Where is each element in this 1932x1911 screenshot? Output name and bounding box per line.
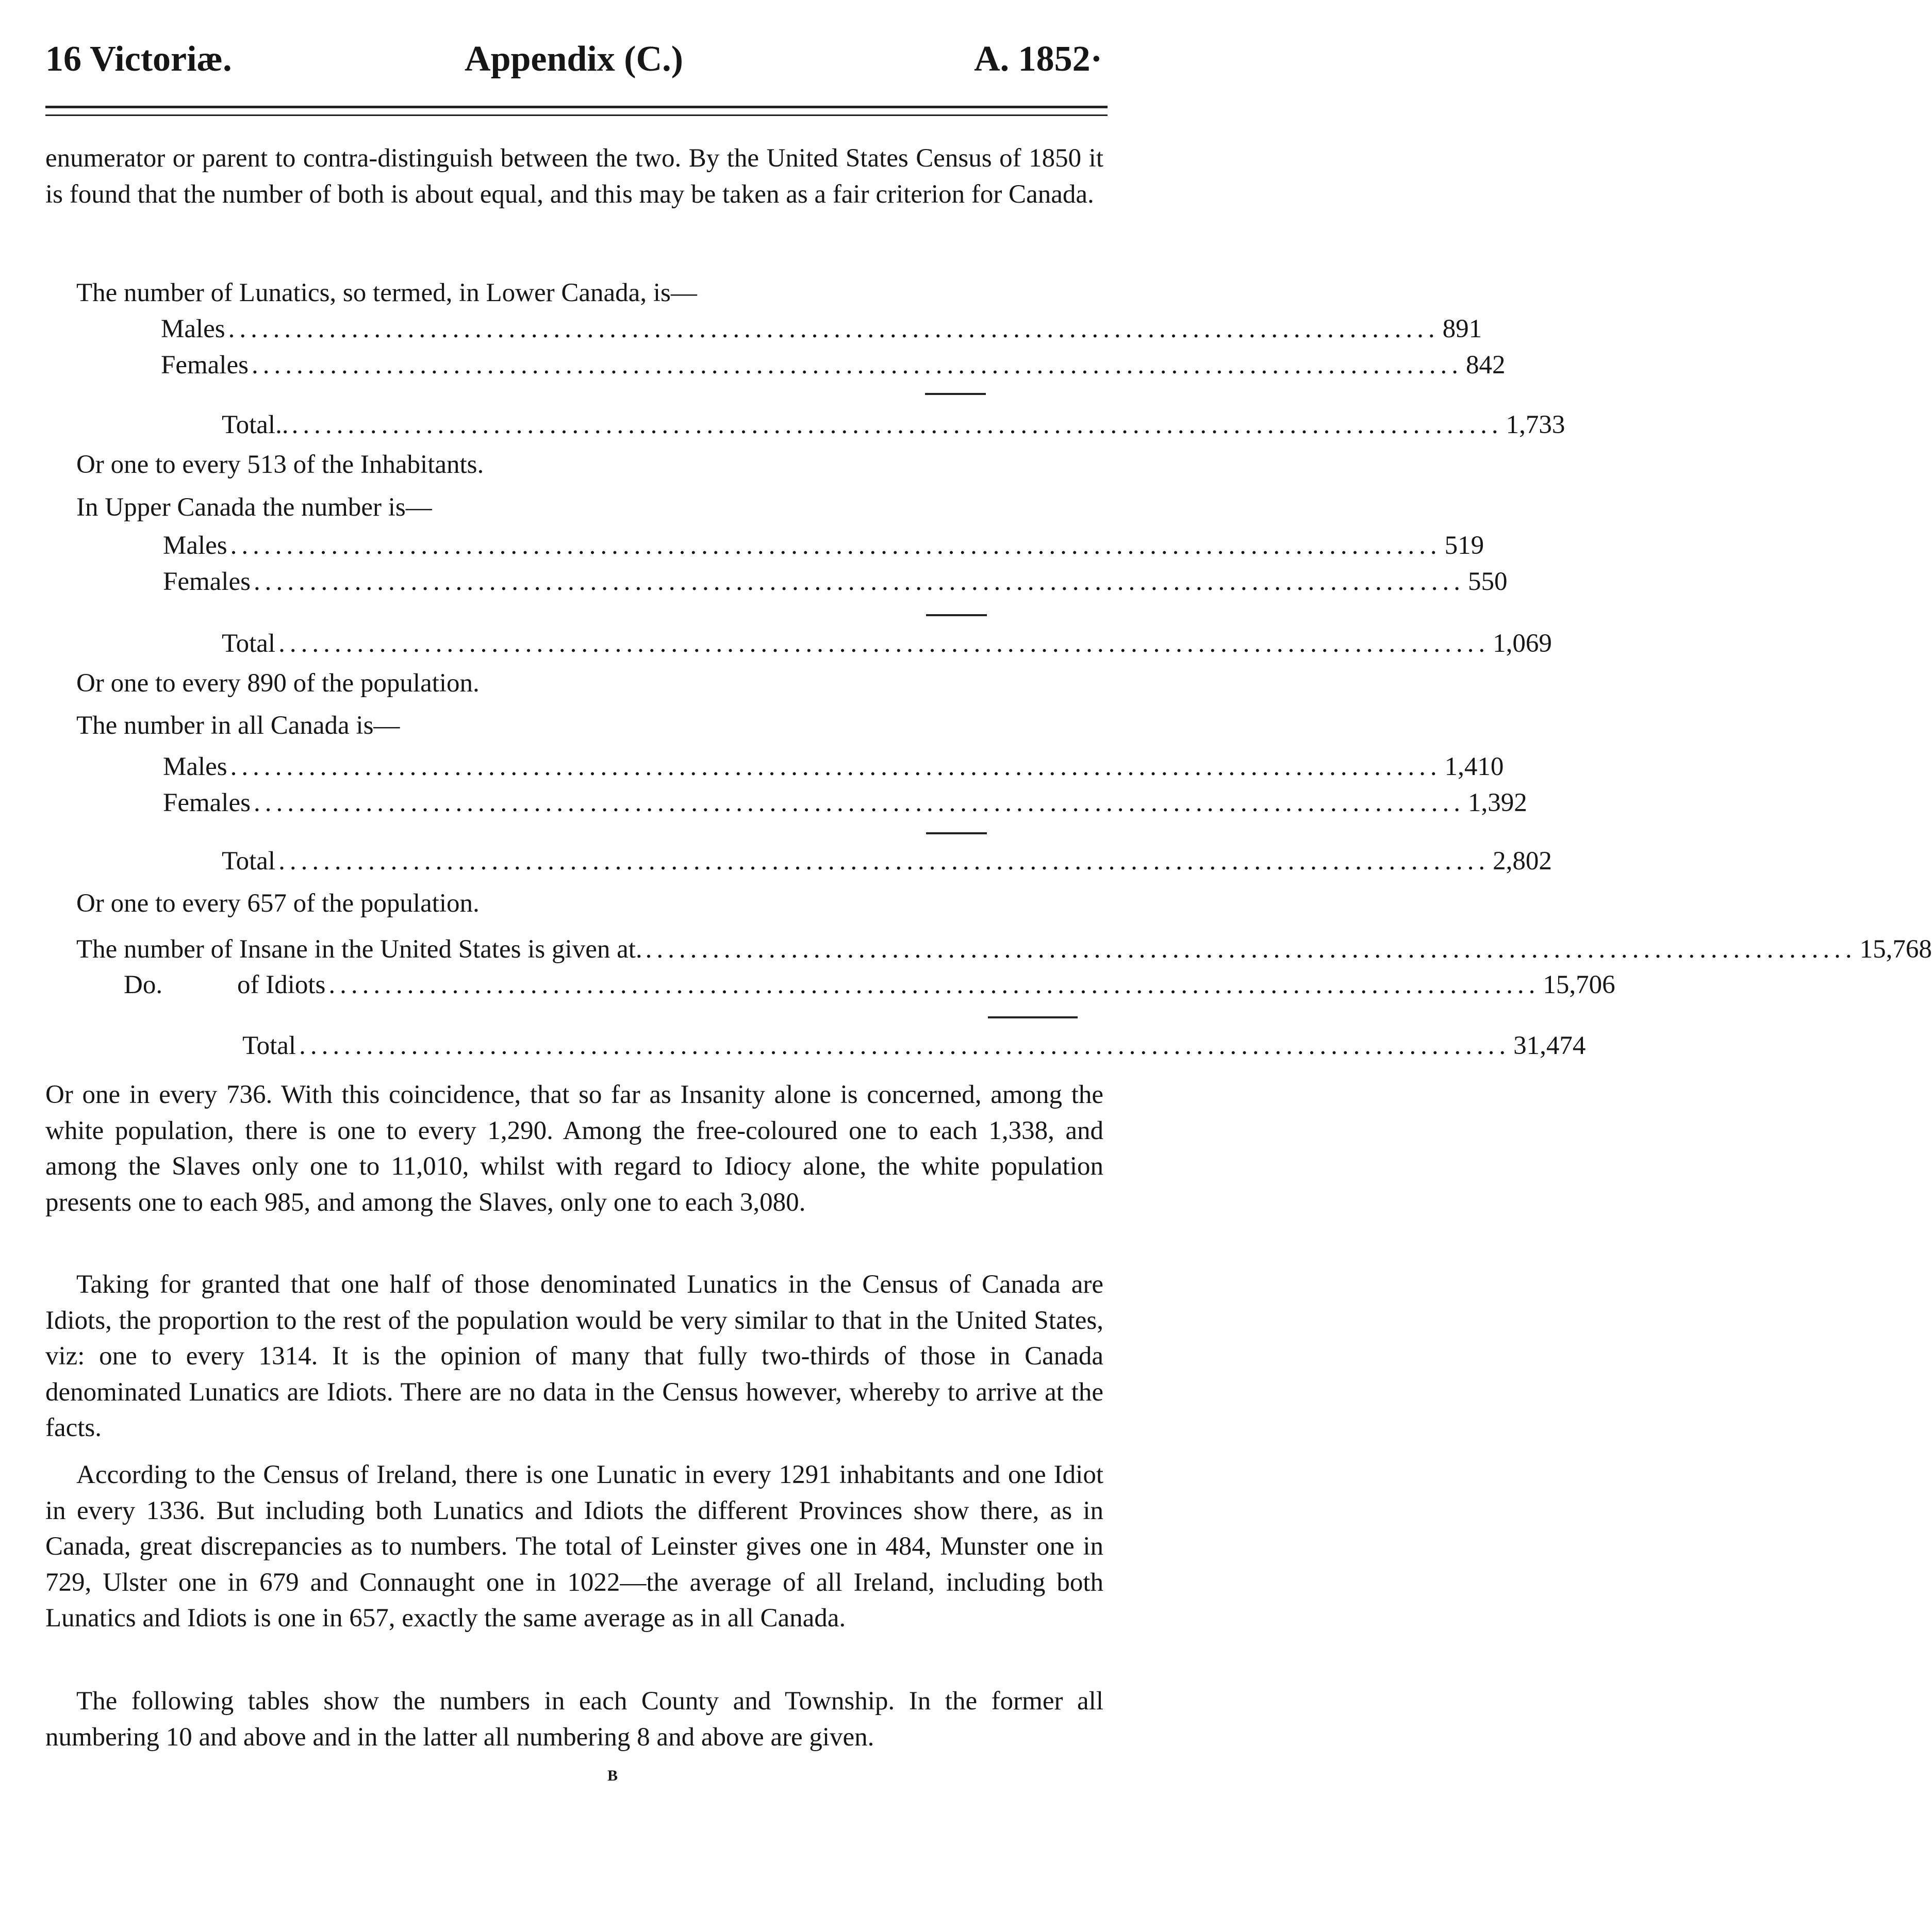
row-label: of Idiots [237,970,326,999]
paragraph-following-tables: The following tables show the numbers in each County and Township. In the former all numbering 10 and above and in the latter all numbering 8 and above are given. [45,1687,1103,1752]
dot-leader: ............................................................................................................ [251,351,1463,380]
us-idiots-row [237,967,1615,1003]
paragraph-ireland-census: According to the Census of Ireland, there is one Lunatic in every 1291 inhabitants and one Idiot in every 1336. But including both Lunatics and Idiots the different Provinces show there, as in Canada, great discrepancies as to numbers. The total of Leinster gives one in 484, Munster one in 729, Ulster one in 679 and Connaught one in 1022—the average of all Ireland, including both Lunatics and Idiots is one in 657, exactly the same average as in all Canada. [45,1460,1103,1633]
dot-leader: ............................................................................................................ [278,629,1490,658]
all-canada-heading: The number in all Canada is— [76,711,400,740]
dot-leader: ............................................................................................................ [253,567,1465,596]
all-canada-males-row [163,749,1504,785]
dot-leader: ............................................................................................................ [328,970,1540,999]
lower-canada-ratio: Or one to every 513 of the Inhabitants. [76,450,484,479]
intro-paragraph: enumerator or parent to contra-distinguish between the two. By the United States Census of 1850 it is found that the number of both is about equal, and this may be taken as a fair criterion for Canada. [45,144,1103,209]
row-value: 1,410 [1444,752,1504,781]
dot-leader: ............................................................................................................ [228,315,1440,343]
dot-leader: ............................................................................................................ [299,1031,1511,1060]
running-header [45,36,1102,83]
row-value: 842 [1465,351,1506,380]
dot-leader: ............................................................................................................ [253,788,1465,817]
row-label: Males [161,315,225,343]
us-ditto: Do. [124,970,163,999]
dot-leader: ............................................................................................................ [645,935,1857,964]
lower-canada-heading: The number of Lunatics, so termed, in Lower Canada, is— [76,278,697,307]
us-insane-row [76,931,1932,967]
lower-canada-females-row [161,347,1506,383]
row-value: 519 [1444,531,1484,560]
all-canada-ratio: Or one to every 657 of the population. [76,889,480,918]
sum-rule [926,832,987,834]
row-value: 1,069 [1493,629,1552,658]
row-value: 15,706 [1543,970,1615,999]
row-value: 1,392 [1467,788,1527,817]
dot-leader: ............................................................................................................ [291,410,1503,439]
upper-canada-females-row [163,564,1508,600]
row-value: 15,768 [1859,935,1932,964]
sum-rule [926,614,987,616]
lower-canada-males-row [161,311,1482,347]
upper-canada-ratio: Or one to every 890 of the population. [76,669,480,698]
row-label: Total [222,847,276,876]
dot-leader: ............................................................................................................ [278,847,1490,876]
all-canada-females-row [163,785,1527,821]
row-label: Males [163,752,227,781]
header-rule-thin [45,114,1108,116]
us-total-row [242,1028,1586,1064]
sum-rule [925,393,986,395]
header-session: 16 Victoriæ. [45,39,232,79]
sum-rule [988,1016,1078,1018]
row-label: Total [222,629,276,658]
signature-mark: B [607,1767,619,1784]
upper-canada-heading: In Upper Canada the number is— [76,493,432,522]
row-value: 1,733 [1506,410,1565,439]
dot-leader: ............................................................................................................ [230,752,1442,781]
upper-canada-total-row [222,625,1552,662]
upper-canada-males-row [163,528,1484,564]
row-label: The number of Insane in the United States is given at. [76,935,642,964]
row-label: Total [242,1031,296,1060]
paragraph-canada-idiots: Taking for granted that one half of those denominated Lunatics in the Census of Canada are Idiots, the proportion to the rest of the population would be very similar to that in the United States, viz: one to every 1314. It is the opinion of many that fully two-thirds of those in Canada denominated Lunatics are Idiots. There are no data in the Census however, whereby to arrive at the facts. [45,1270,1103,1442]
row-label: Females [163,788,251,817]
all-canada-total-row [222,843,1552,879]
row-value: 2,802 [1493,847,1552,876]
lower-canada-total-row [222,407,1565,443]
row-label: Total.. [222,410,289,439]
row-label: Females [163,567,251,596]
row-label: Females [161,351,249,380]
header-appendix: Appendix (C.) [465,39,683,79]
header-rule-thick [45,106,1108,108]
paragraph-us-coincidence: Or one in every 736. With this coincidence, that so far as Insanity alone is concerned, among the white population, there is one to every 1,290. Among the free-coloured one to each 1,338, and among the Slaves only one to 11,010, whilst with regard to Idiocy alone, the white population presents one to each 985, and among the Slaves, only one to each 3,080. [45,1080,1103,1217]
row-value: 550 [1467,567,1508,596]
dot-leader: ............................................................................................................ [230,531,1442,560]
row-value: 31,474 [1513,1031,1586,1060]
row-label: Males [163,531,227,560]
header-year: A. 1852· [974,39,1102,79]
row-value: 891 [1442,315,1482,343]
